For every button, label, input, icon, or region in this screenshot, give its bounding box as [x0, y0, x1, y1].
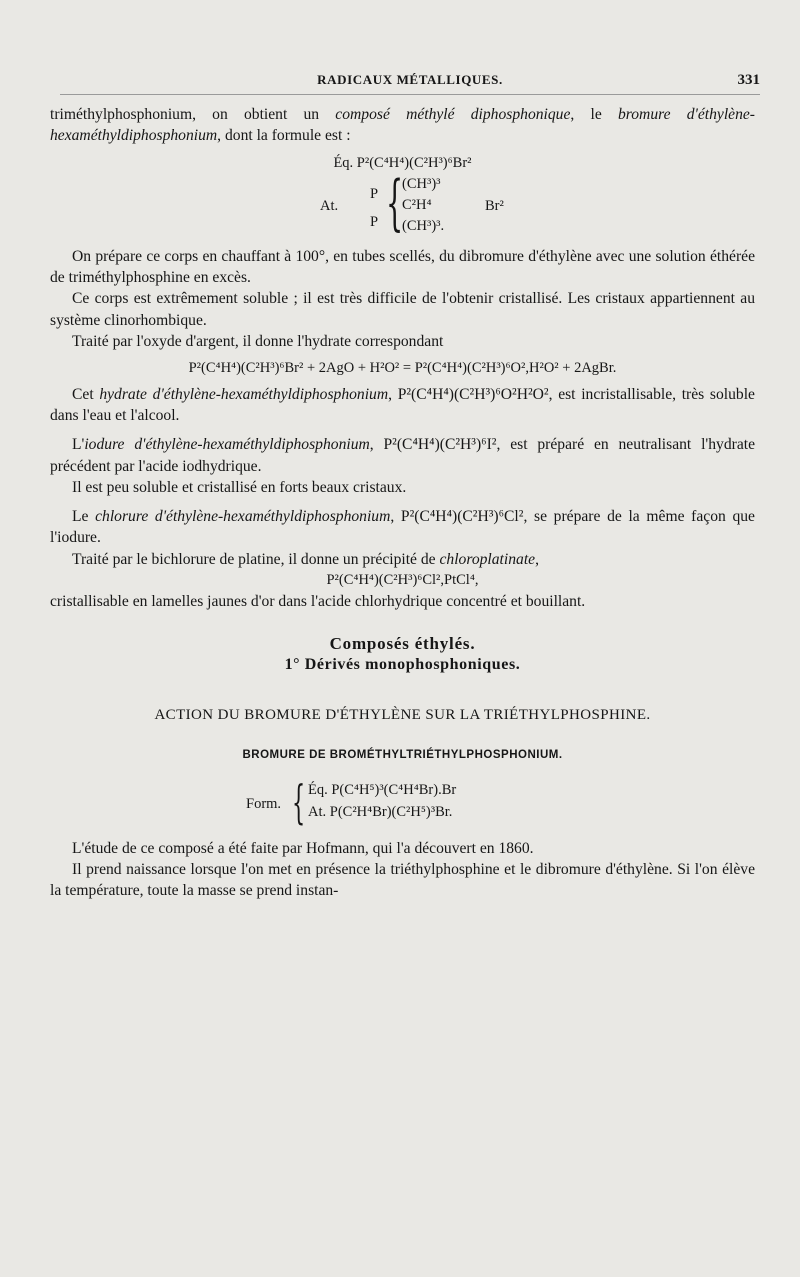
- form-label: Form.: [246, 795, 282, 812]
- paragraph-intro: [50, 104, 755, 147]
- paragraph: Il est peu soluble et cristallisé en forts beaux cristaux.: [72, 478, 407, 496]
- radical: (CH³)³: [402, 175, 441, 192]
- radical-list: [402, 174, 444, 237]
- formula-equivalent: Éq. P²(C⁴H⁴)(C²H³)⁶Br²: [333, 154, 472, 171]
- body-text: [50, 104, 755, 902]
- text-run: Cet: [72, 385, 100, 403]
- text-run: , dont la formule est :: [217, 127, 351, 145]
- brace: {: [292, 774, 306, 829]
- compound-heading: BROMURE DE BROMÉTHYLTRIÉTHYLPHOSPHONIUM.: [242, 748, 563, 761]
- paragraph: L'étude de ce composé a été faite par Hofmann, qui l'a découvert en 1860.: [72, 839, 534, 857]
- formula-block: [50, 774, 755, 830]
- text-run: Le: [72, 508, 96, 526]
- subsection-title: 1° Dérivés monophosphoniques.: [284, 655, 521, 673]
- paragraph-chloride: [50, 506, 755, 549]
- formula-atomic: At. P(C²H⁴Br)(C²H⁵)³Br.: [308, 803, 453, 820]
- atomic-label: At.: [320, 197, 339, 214]
- text-run: L': [72, 436, 85, 454]
- paragraph: Il prend naissance lorsque l'on met en présence la triéthylphosphine et le dibromure d'éthylène. Si l'on élève la température, toute la masse se prend instan-: [50, 861, 755, 900]
- atomic-formula: [50, 167, 755, 238]
- paragraph: Traité par l'oxyde d'argent, il donne l'hydrate correspondant: [72, 333, 444, 351]
- italic-term: iodure d'éthylène-hexaméthyldiphosphonium: [84, 436, 370, 454]
- italic-term: composé méthylé diphosphonique: [335, 106, 571, 123]
- phosphorus-symbol: P: [370, 185, 379, 202]
- radical: C²H⁴: [402, 196, 432, 213]
- text-run: ,: [535, 550, 539, 568]
- page-header: [60, 72, 760, 95]
- text-run: triméthylphosphonium, on obtient un: [50, 106, 336, 123]
- text-run: , P²(C⁴H⁴)(C²H³)⁶O²H²O², est incristallisable, très soluble dans l'eau et l'alcool.: [50, 385, 755, 424]
- italic-term: chloroplatinate: [439, 550, 536, 568]
- brace: {: [386, 167, 404, 238]
- text-run: Traité par le bichlorure de platine, il donne un précipité de: [72, 550, 440, 568]
- paragraph-platinum: [50, 549, 755, 570]
- bromine: Br²: [485, 197, 504, 214]
- running-title: RADICAUX MÉTALLIQUES.: [317, 72, 503, 87]
- italic-term: bromure d'éthylène-hexaméthyldiphosphonium: [50, 106, 755, 145]
- page-number: 331: [737, 72, 760, 88]
- section-title: Composés éthylés.: [329, 633, 476, 653]
- chapter-heading: ACTION DU BROMURE D'ÉTHYLÈNE SUR LA TRIÉTHYLPHOSPHINE.: [154, 707, 651, 724]
- reaction-equation: P²(C⁴H⁴)(C²H³)⁶Br² + 2AgO + H²O² = P²(C⁴H⁴)(C²H³)⁶O²,H²O² + 2AgBr.: [188, 360, 617, 377]
- text-run: , le: [570, 106, 618, 123]
- paragraph: Ce corps est extrêmement soluble ; il est très difficile de l'obtenir cristallisé. Les cristaux appartiennent au système clinorhombique.: [50, 290, 755, 329]
- paragraph: On prépare ce corps en chauffant à 100°, en tubes scellés, du dibromure d'éthylène avec une solution éthérée de triméthylphosphine en excès.: [50, 247, 755, 287]
- paragraph-hydrate: [50, 384, 755, 427]
- text-run: , P²(C⁴H⁴)(C²H³)⁶I², est préparé en neutralisant l'hydrate précédent par l'acide iodhydrique.: [50, 436, 755, 475]
- radical: (CH³)³.: [402, 217, 445, 234]
- formula-equivalent: Éq. P(C⁴H⁵)³(C⁴H⁴Br).Br: [308, 781, 457, 798]
- italic-term: hydrate d'éthylène-hexaméthyldiphosphonium: [99, 385, 389, 403]
- paragraph-iodide: [50, 434, 755, 477]
- paragraph: cristallisable en lamelles jaunes d'or dans l'acide chlorhydrique concentré et bouillant.: [50, 593, 586, 611]
- italic-term: chlorure d'éthylène-hexaméthyldiphosphonium: [95, 508, 391, 526]
- text-run: , P²(C⁴H⁴)(C²H³)⁶Cl², se prépare de la même façon que l'iodure.: [50, 508, 755, 547]
- formula-chloroplatinate: P²(C⁴H⁴)(C²H³)⁶Cl²,PtCl⁴,: [326, 572, 479, 589]
- phosphorus-symbol: P: [370, 213, 379, 230]
